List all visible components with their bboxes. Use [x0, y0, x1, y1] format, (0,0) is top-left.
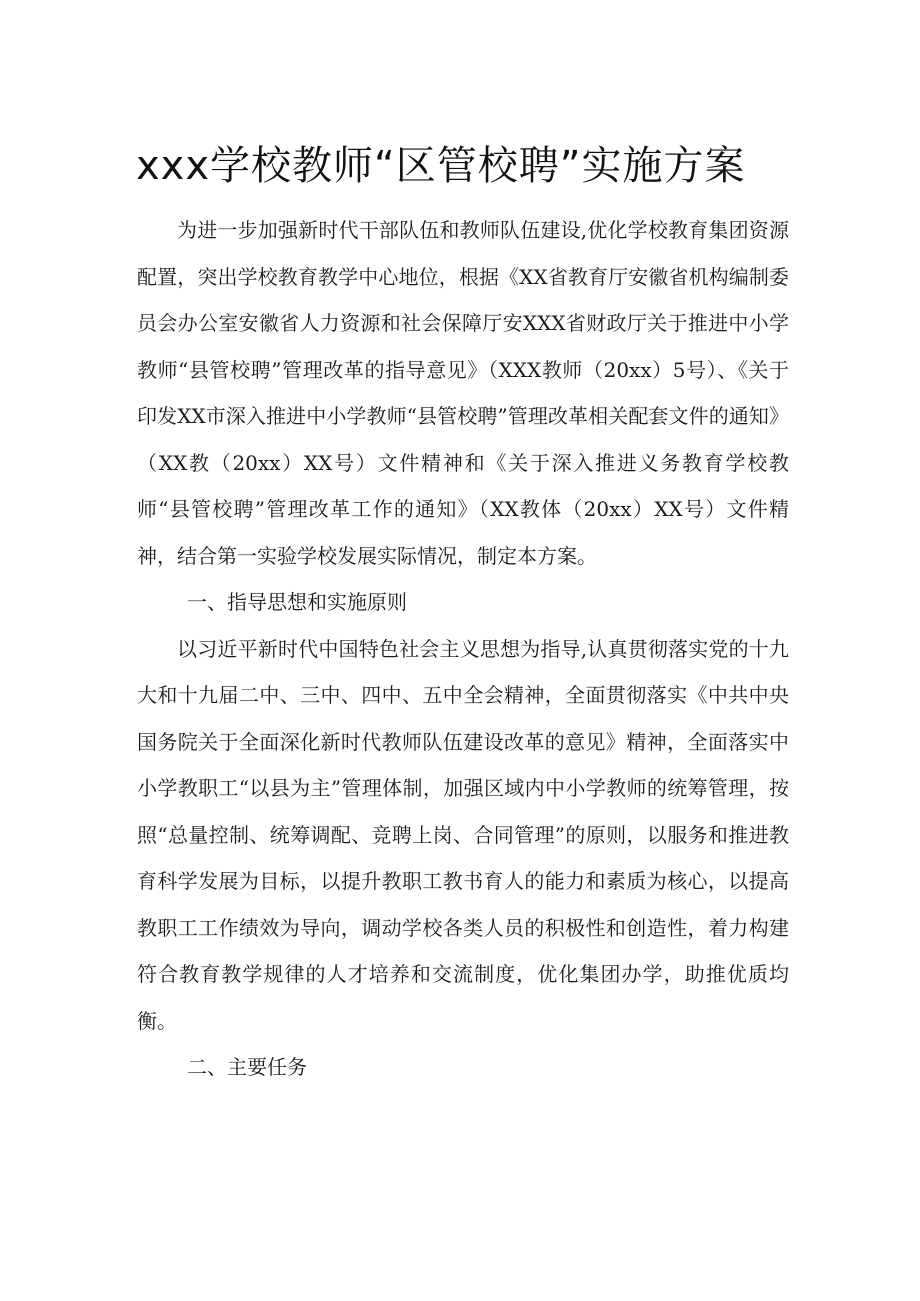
document-title: xxx学校教师“区管校聘”实施方案	[136, 143, 746, 189]
guiding-principles-paragraph: 以习近平新时代中国特色社会主义思想为指导,认真贯彻落实党的十九大和十九届二中、三中、四中、五中全会精神，全面贯彻落实《中共中央国务院关于全面深化新时代教师队伍建设改革的意见》精神，全面落实中小学教职工“以县为主”管理体制，加强区域内中小学教师的统筹管理，按照“总量控制、统筹调配、竞聘上岗、合同管理”的原则，以服务和推进教育科学发展为目标，以提升教职工教书育人的能力和素质为核心，以提高教职工工作绩效为导向，调动学校各类人员的积极性和创造性，着力构建符合教育教学规律的人才培养和交流制度，优化集团办学，助推优质均衡。	[137, 636, 789, 1033]
section-heading-guiding-principles: 一、指导思想和实施原则	[187, 590, 407, 614]
intro-paragraph: 为进一步加强新时代干部队伍和教师队伍建设,优化学校教育集团资源配置，突出学校教育教学中心地位，根据《XX省教育厅安徽省机构编制委员会办公室安徽省人力资源和社会保障厅安XXX省财政厅关于推进中小学教师“县管校聘”管理改革的指导意见》（XXX教师（20xx）5号）、《关于印发XX市深入推进中小学教师“县管校聘”管理改革相关配套文件的通知》（XX教（20xx）XX号）文件精神和《关于深入推进义务教育学校教师“县管校聘”管理改革工作的通知》（XX教体（20xx）XX号）文件精神，结合第一实验学校发展实际情况，制定本方案。	[137, 218, 789, 568]
document-body	[137, 207, 789, 1091]
section-heading-main-tasks: 二、主要任务	[187, 1055, 307, 1079]
